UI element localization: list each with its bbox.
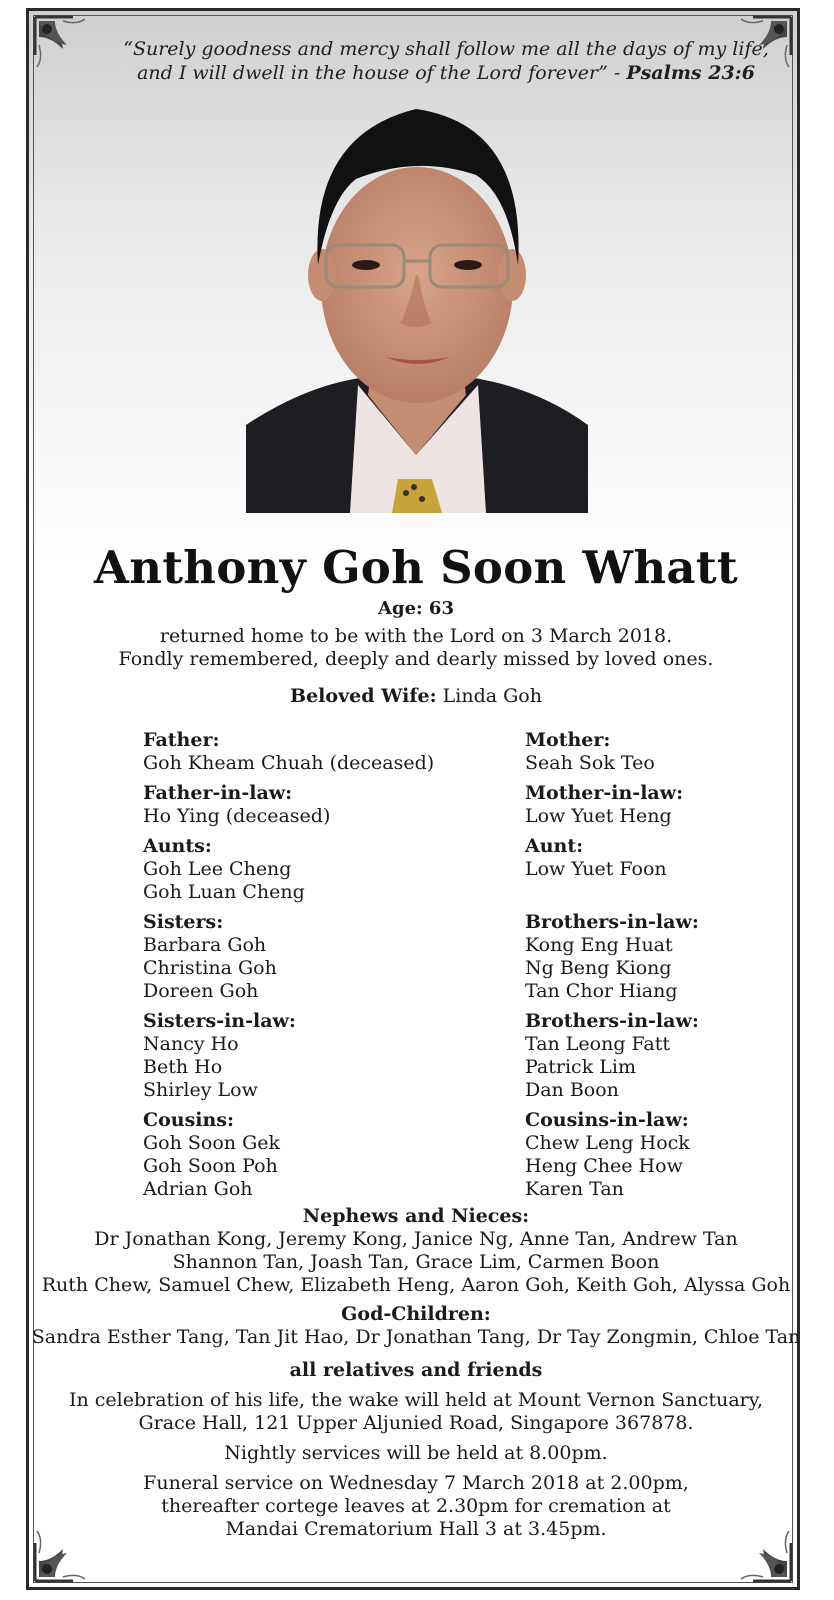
quote-reference: Psalms 23:6 bbox=[626, 62, 755, 84]
relatives-line: all relatives and friends bbox=[289, 1359, 543, 1381]
group-member: Karen Tan bbox=[525, 1178, 624, 1200]
group-member: Goh Soon Poh bbox=[143, 1155, 278, 1177]
group-title: Brothers-in-law: bbox=[525, 1010, 699, 1032]
group-member: Shirley Low bbox=[143, 1079, 258, 1101]
family-group bbox=[525, 782, 795, 828]
group-member: Low Yuet Foon bbox=[525, 858, 667, 880]
nephews-title: Nephews and Nieces: bbox=[302, 1205, 530, 1227]
wake-line-2: Grace Hall, 121 Upper Aljunied Road, Singapore 367878. bbox=[138, 1412, 694, 1434]
funeral-line-1: Funeral service on Wednesday 7 March 2018 at 2.00pm, bbox=[143, 1472, 689, 1494]
family-right-column bbox=[525, 729, 795, 1208]
family-group bbox=[525, 1010, 795, 1102]
group-title: Father: bbox=[143, 729, 220, 751]
funeral-section bbox=[29, 1472, 803, 1541]
family-group bbox=[143, 729, 503, 775]
group-title: Father-in-law: bbox=[143, 782, 293, 804]
group-member: Low Yuet Heng bbox=[525, 805, 672, 827]
group-member: Nancy Ho bbox=[143, 1033, 239, 1055]
family-group bbox=[525, 1109, 795, 1201]
group-member: Goh Soon Gek bbox=[143, 1132, 280, 1154]
godchildren-section bbox=[29, 1303, 803, 1349]
wake-line-1: In celebration of his life, the wake will held at Mount Vernon Sanctuary, bbox=[68, 1389, 763, 1411]
nephews-line: Shannon Tan, Joash Tan, Grace Lim, Carmen Boon bbox=[172, 1251, 660, 1273]
beloved-wife bbox=[29, 685, 803, 707]
group-title: Aunts: bbox=[143, 835, 212, 857]
group-title: Brothers-in-law: bbox=[525, 911, 699, 933]
intro-text bbox=[29, 625, 803, 671]
group-member: Goh Kheam Chuah (deceased) bbox=[143, 752, 435, 774]
godchildren-title: God-Children: bbox=[341, 1303, 491, 1325]
intro-line-1: returned home to be with the Lord on 3 March 2018. bbox=[159, 625, 673, 647]
quote-line-2: and I will dwell in the house of the Lord forever” - bbox=[137, 62, 627, 84]
quote-line-1: “Surely goodness and mercy shall follow me all the days of my life, bbox=[123, 38, 769, 60]
group-title: Mother: bbox=[525, 729, 611, 751]
family-group bbox=[143, 1010, 503, 1102]
group-title: Sisters: bbox=[143, 911, 224, 933]
family-left-column bbox=[143, 729, 503, 1208]
group-member: Ho Ying (deceased) bbox=[143, 805, 331, 827]
group-title: Sisters-in-law: bbox=[143, 1010, 296, 1032]
group-member: Doreen Goh bbox=[143, 980, 259, 1002]
group-member: Kong Eng Huat bbox=[525, 934, 673, 956]
family-group bbox=[525, 911, 795, 1003]
scripture-quote bbox=[89, 37, 803, 85]
obituary-frame bbox=[26, 8, 800, 1590]
family-group bbox=[143, 782, 503, 828]
group-member: Goh Luan Cheng bbox=[143, 881, 305, 903]
nephews-line: Ruth Chew, Samuel Chew, Elizabeth Heng, Aaron Goh, Keith Goh, Alyssa Goh bbox=[41, 1274, 791, 1296]
funeral-line-2: thereafter cortege leaves at 2.30pm for cremation at bbox=[161, 1495, 671, 1517]
group-title: Mother-in-law: bbox=[525, 782, 684, 804]
family-group bbox=[143, 911, 503, 1003]
portrait-photo bbox=[246, 95, 588, 513]
group-member: Patrick Lim bbox=[525, 1056, 636, 1078]
wake-section bbox=[29, 1389, 803, 1435]
wife-label: Beloved Wife: bbox=[290, 685, 437, 707]
group-member: Christina Goh bbox=[143, 957, 277, 979]
group-title: Cousins-in-law: bbox=[525, 1109, 689, 1131]
wife-name: Linda Goh bbox=[436, 685, 542, 707]
group-member: Adrian Goh bbox=[143, 1178, 253, 1200]
nightly-services: Nightly services will be held at 8.00pm. bbox=[224, 1442, 608, 1464]
group-title: Aunt: bbox=[525, 835, 584, 857]
nephews-section bbox=[29, 1205, 803, 1297]
intro-line-2: Fondly remembered, deeply and dearly missed by loved ones. bbox=[118, 648, 714, 670]
family-group bbox=[525, 729, 795, 775]
deceased-name: Anthony Goh Soon Whatt bbox=[93, 541, 738, 594]
group-member: Tan Leong Fatt bbox=[525, 1033, 671, 1055]
funeral-line-3: Mandai Crematorium Hall 3 at 3.45pm. bbox=[225, 1518, 607, 1540]
group-member: Goh Lee Cheng bbox=[143, 858, 292, 880]
group-member: Barbara Goh bbox=[143, 934, 267, 956]
group-member: Dan Boon bbox=[525, 1079, 619, 1101]
group-member: Ng Beng Kiong bbox=[525, 957, 672, 979]
godchildren-line: Sandra Esther Tang, Tan Jit Hao, Dr Jonathan Tang, Dr Tay Zongmin, Chloe Tan bbox=[31, 1326, 801, 1348]
deceased-age: Age: 63 bbox=[378, 598, 454, 619]
family-group bbox=[525, 835, 795, 881]
group-title: Cousins: bbox=[143, 1109, 235, 1131]
group-member: Seah Sok Teo bbox=[525, 752, 655, 774]
family-group bbox=[143, 1109, 503, 1201]
group-member: Tan Chor Hiang bbox=[525, 980, 678, 1002]
nephews-line: Dr Jonathan Kong, Jeremy Kong, Janice Ng, Anne Tan, Andrew Tan bbox=[94, 1228, 738, 1250]
family-group bbox=[143, 835, 503, 904]
group-member: Heng Chee How bbox=[525, 1155, 683, 1177]
group-member: Beth Ho bbox=[143, 1056, 223, 1078]
group-member: Chew Leng Hock bbox=[525, 1132, 690, 1154]
